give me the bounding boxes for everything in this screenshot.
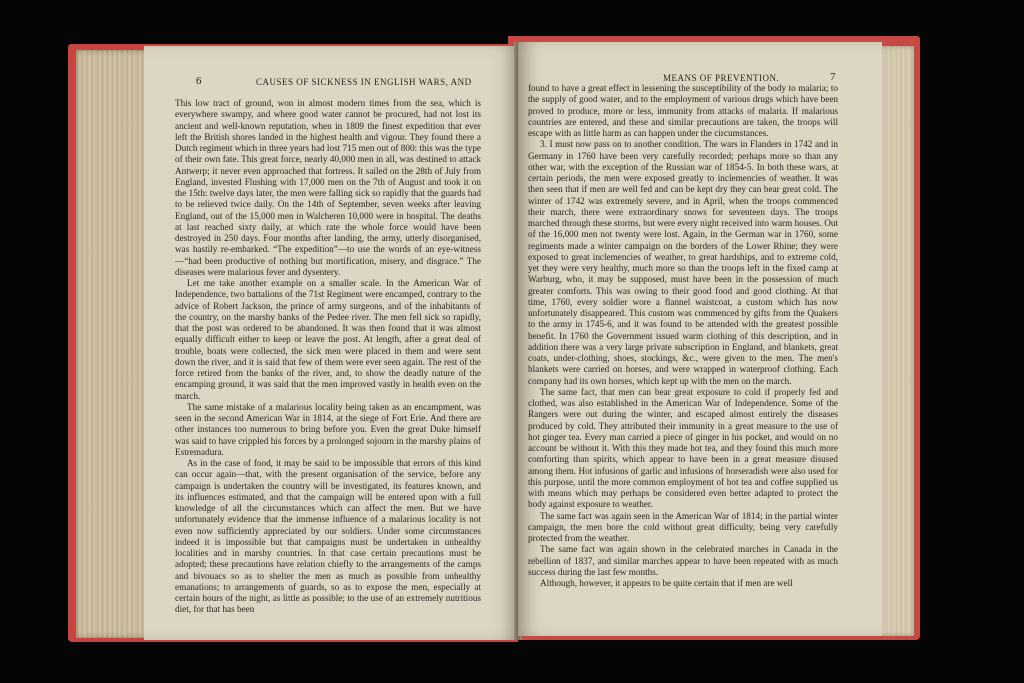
paragraph: Although, however, it appears to be quite certain that if men are well [540, 578, 793, 588]
paragraph: The same fact was again shown in the celebrated marches in Canada in the rebellion of 1837, and similar marches appear to have been repeated with as much success during the last few months. [528, 544, 838, 577]
paragraph: The same mistake of a malarious locality being taken as an encampment, was seen in the second American War in 1814, at the siege of Fort Erie. And there are other instances too numerous to bring before you. Even the great Duke himself was said to have crippled his forces by a prolonged sojourn in the marshy plains of Estremadura. [175, 401, 481, 457]
paragraph: found to have a great effect in lessening the susceptibility of the body to malaria; to the supply of good water, and to the employment of various drugs which have been proved to produce, more or less, immunity from attacks of malaria. If malarious countries are entered, and these and similar precautions are taken, the troops will escape with as little harm as can happen under the circumstances. [528, 83, 838, 138]
page-number: 6 [196, 75, 202, 87]
page-number: 7 [830, 71, 836, 83]
paragraph: The same fact was again seen in the American War of 1814; in the partial winter campaign, the men bore the cold without great difficulty, being very carefully protected from the weather. [528, 510, 838, 543]
page-edges-left [76, 50, 150, 638]
right-page [518, 42, 882, 636]
page-body [528, 83, 838, 589]
paragraph: 3. I must now pass on to another condition. The wars in Flanders in 1742 and in Germany in 1760 have been very carefully recorded; perhaps more so than any other war, with the exception of the Russian war of 1854-5. In both these wars, at certain periods, the men were exposed greatly to inclemencies of weather. It was then seen that if men are well fed and can be kept dry they can bear great cold. The winter of 1742 was extremely severe, and in April, when the troops commenced their march, there were extraordinary snows for seventeen days. The troops marched through these storms, but were every night received into warm houses. Out of the 16,000 men not twenty were lost. Again, in the German war in 1760, some regiments made a winter campaign on the borders of the Lower Rhine; they were exposed to great inclemencies of weather, to great hardships, and to extreme cold, yet they were very healthy, much more so than the troops left in the fixed camp at Warburg, who, it may be supposed, must have been in the possession of much greater comforts. This was owing to their good food and good clothing. At that time, 1760, every soldier wore a flannel waistcoat, a custom which has now unfortunately disappeared. This custom was commenced by gifts from the Quakers to the army in 1745-6, and it was found to be attended with the greatest possible benefit. In 1760 the Government issued warm clothing of this description, and in addition there was a very large private subscription in England, and blankets, great coats, under-clothing, shoes, stockings, &c., were given to the men. The men's blankets were carried on horses, and were wrapped in waterproof clothing. Each company had its own horses, which kept up with the men on the march. [528, 139, 838, 386]
page-edges-right [880, 46, 914, 636]
open-book [68, 36, 920, 646]
paragraph: Let me take another example on a smaller scale. In the American War of Independence, two battalions of the 71st Regiment were encamped, contrary to the advice of Robert Jackson, the prince of army surgeons, and of the inhabitants of the country, on the marshy banks of the Pedee river. The men fell sick so rapidly, that the post was ordered to be abandoned. It was then found that it was almost equally difficult either to keep or leave the post. At length, after a great deal of trouble, boats were collected, the sick men were placed in them and were sent down the river, and it is said that few of them were ever seen again. The rest of the force retired from the banks of the river, and, to show the deadly nature of the encamping ground, it was said that the men improved vastly in health even on the march. [175, 278, 481, 401]
running-head: CAUSES OF SICKNESS IN ENGLISH WARS, AND [256, 77, 472, 87]
paragraph: As in the case of food, it may be said to be impossible that errors of this kind can occur again—that, with the present organisation of the service, before any campaign is undertaken the country will be investigated, its features known, and its influences estimated, and that the campaign will be entered upon with a full knowledge of all the circumstances which can affect the men. But we have unfortunately evidence that the immense influence of a malarious locality is not even now sufficiently appreciated by our soldiers. Under some circumstances indeed it is impossible but that campaigns must be undertaken in unhealthy localities and in marshy countries. In that case certain precautions must be adopted; these precautions have relation chiefly to the arrangements of the camps and bivouacs so as to shelter the men as much as possible from unhealthy emanations; to arrangements of guards, so as to expose the men, especially at certain hours of the night, as little as possible; to the use of an extremely nutritious diet, for that has been [175, 458, 481, 615]
paragraph: This low tract of ground, won in almost modern times from the sea, which is everywhere swampy, and where good water cannot be procured, had not lost its ancient and well-known reputation, when in 1809 the finest expedition that ever left the British shores landed in the highest health and vigour. They found there a Dutch regiment which in three years had lost 715 men out of 800: this was the type of their own fate. This great force, nearly 40,000 men in all, was destined to attack Antwerp; it never even approached that fortress. It sailed on the 28th of July from England, invested Flushing with 17,000 men on the 7th of August and took it on the 15th: twelve days later, the men were falling sick so rapidly that the guards had to be relieved twice daily. On the 14th of September, seven weeks after leaving England, out of the 15,000 men in Walcheren 10,000 were in hospital. The deaths at last reached sixty daily, at which rate the whole force would have been destroyed in 250 days. Four months after landing, the army, utterly disorganised, was hastily re-embarked. “The expedition”—to use the words of an eye-witness—“had been productive of nothing but mortification, misery, and disgrace.” The diseases were malarious fever and dysentery. [175, 98, 481, 277]
paragraph: The same fact, that men can bear great exposure to cold if properly fed and clothed, was also established in the American War of Independence. Some of the Rangers were out during the winter, and escaped almost entirely the diseases produced by cold. They attributed their immunity in a great measure to the use of hot ginger tea. Every man carried a piece of ginger in his pocket, and would on no account be without it. With this they made hot tea, and they found this much more comforting than spirits, which appear to have been in a great measure disused among them. Hot infusions of garlic and infusions of horseradish were also used for this purpose, until the more common employment of hot tea and coffee supplied us with means which may perhaps be considered even better adapted to protect the body against exposure to weather. [528, 386, 838, 510]
left-page [144, 46, 518, 640]
page-body [175, 98, 481, 616]
running-head: MEANS OF PREVENTION. [663, 73, 780, 83]
